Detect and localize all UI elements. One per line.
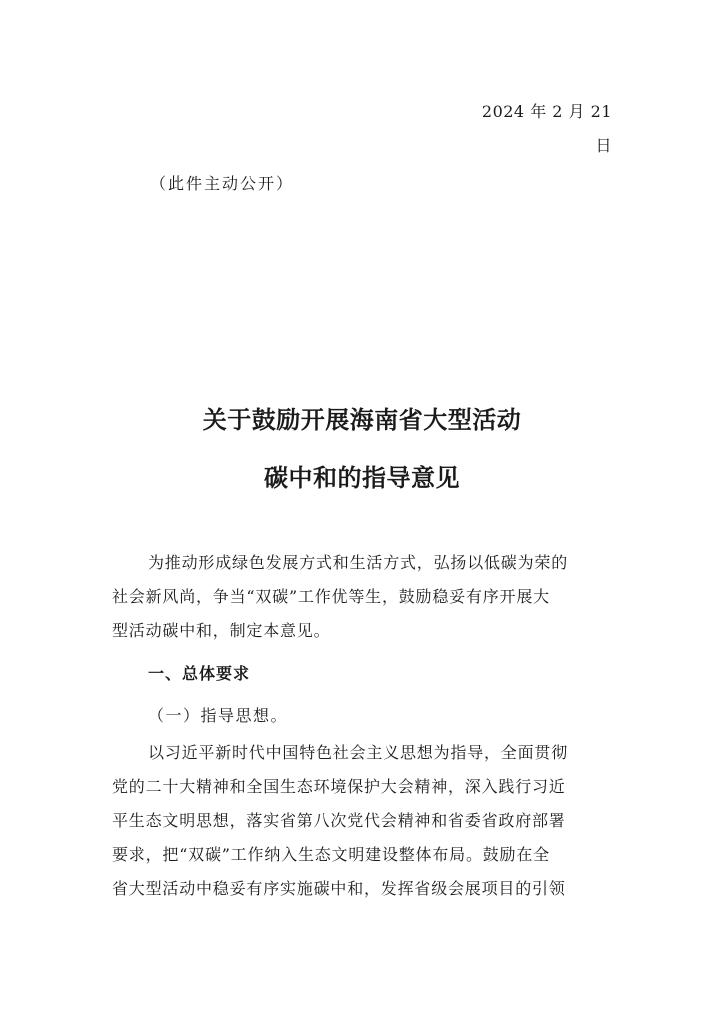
subsection-heading: （一）指导思想。 xyxy=(148,706,289,725)
date-line-1: 2024 年 2 月 21 xyxy=(481,102,612,121)
document-date xyxy=(482,95,612,163)
intro-line-3: 型活动碳中和，制定本意见。 xyxy=(112,621,331,640)
date-line-2: 日 xyxy=(595,136,612,155)
guiding-thought-paragraph xyxy=(112,736,614,906)
guiding-line-5: 省大型活动中稳妥有序实施碳中和，发挥省级会展项目的引领 xyxy=(112,879,566,898)
document-title-line-1: 关于鼓励开展海南省大型活动 xyxy=(202,405,522,434)
guiding-line-3: 平生态文明思想，落实省第八次党代会精神和省委省政府部署 xyxy=(112,811,566,830)
intro-paragraph xyxy=(112,546,614,648)
guiding-line-1: 以习近平新时代中国特色社会主义思想为指导，全面贯彻 xyxy=(148,743,569,762)
section-heading: 一、总体要求 xyxy=(148,664,251,683)
guiding-line-2: 党的二十大精神和全国生态环境保护大会精神，深入践行习近 xyxy=(112,777,566,796)
intro-line-2: 社会新风尚，争当“双碳”工作优等生，鼓励稳妥有序开展大 xyxy=(112,587,550,606)
document-title-line-2: 碳中和的指导意见 xyxy=(264,463,460,492)
disclosure-note: （此件主动公开） xyxy=(150,174,295,193)
guiding-line-4: 要求，把“双碳”工作纳入生态文明建设整体布局。鼓励在全 xyxy=(112,845,550,864)
intro-line-1: 为推动形成绿色发展方式和生活方式，弘扬以低碳为荣的 xyxy=(148,553,569,572)
